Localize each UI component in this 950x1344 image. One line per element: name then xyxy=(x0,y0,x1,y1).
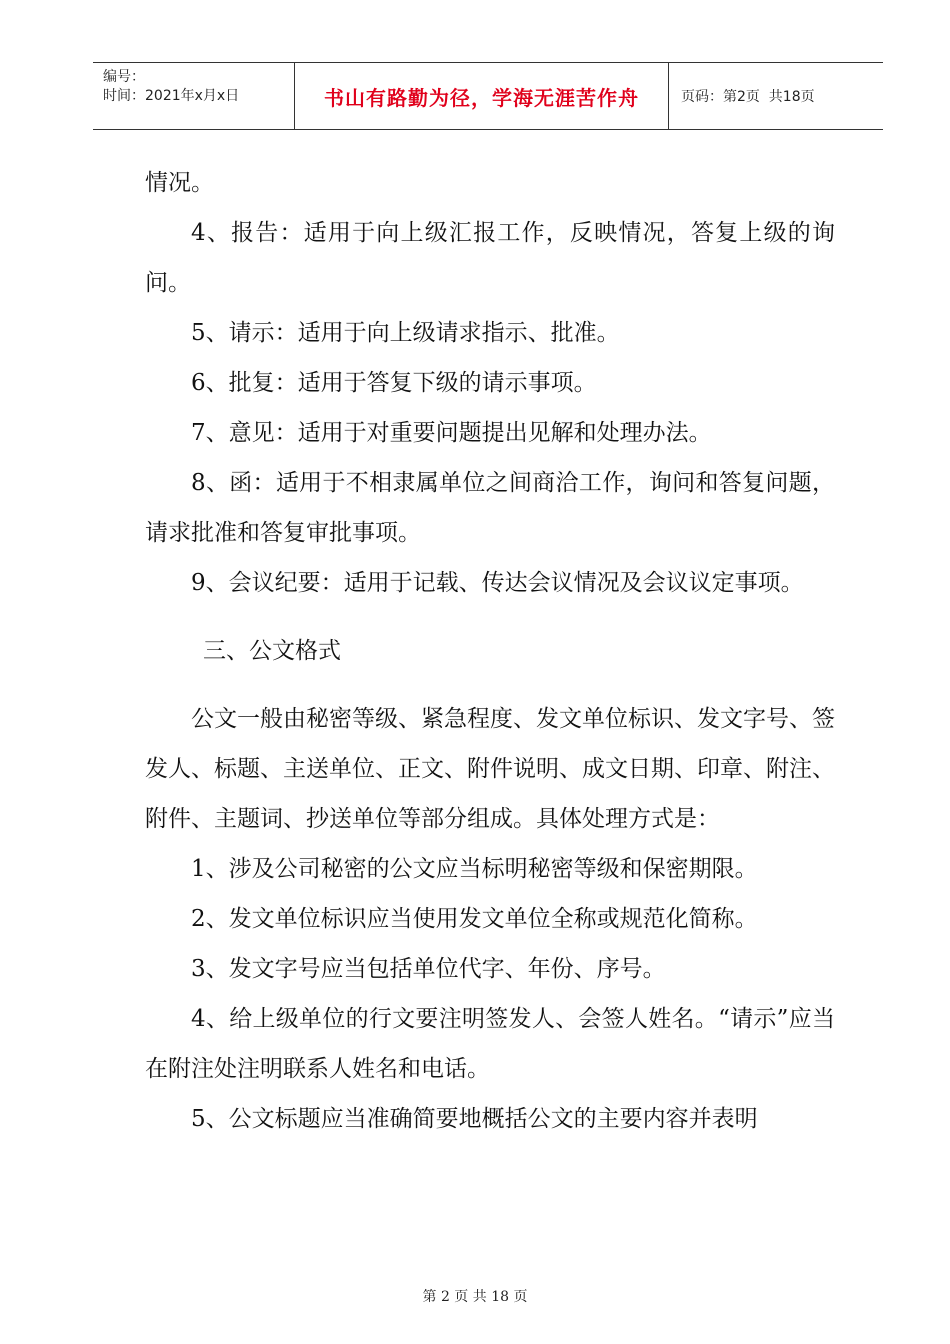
paragraph: 4、给上级单位的行文要注明签发人、会签人姓名。“请示”应当在附注处注明联系人姓名和电话。 xyxy=(145,1006,835,1082)
paragraph: 1、涉及公司秘密的公文应当标明秘密等级和保密期限。 xyxy=(191,856,758,882)
header-meta-cell xyxy=(93,63,295,129)
page-header xyxy=(93,62,883,130)
page-footer xyxy=(0,1286,950,1306)
number-label: 编号： xyxy=(103,69,145,85)
paragraph: 4、报告：适用于向上级汇报工作，反映情况，答复上级的询问。 xyxy=(145,220,835,296)
header-page-info: 页码：第2页 共18页 xyxy=(681,89,815,105)
paragraph: 情况。 xyxy=(145,170,214,196)
paragraph: 2、发文单位标识应当使用发文单位全称或规范化简称。 xyxy=(191,906,758,932)
header-page-info-cell xyxy=(669,63,883,129)
paragraph: 5、公文标题应当准确简要地概括公文的主要内容并表明 xyxy=(191,1106,758,1132)
footer-page-number: 第 2 页 共 18 页 xyxy=(422,1289,528,1305)
document-body xyxy=(145,158,835,1144)
paragraph: 9、会议纪要：适用于记载、传达会议情况及会议议定事项。 xyxy=(191,570,804,596)
paragraph: 6、批复：适用于答复下级的请示事项。 xyxy=(191,370,597,396)
header-motto: 书山有路勤为径，学海无涯苦作舟 xyxy=(295,63,669,129)
time-label: 时间：2021年x月x日 xyxy=(103,88,240,104)
paragraph: 3、发文字号应当包括单位代字、年份、序号。 xyxy=(191,956,666,982)
paragraph: 8、函：适用于不相隶属单位之间商洽工作，询问和答复问题，请求批准和答复审批事项。 xyxy=(145,470,835,546)
paragraph: 公文一般由秘密等级、紧急程度、发文单位标识、发文字号、签发人、标题、主送单位、正文、附件说明、成文日期、印章、附注、附件、主题词、抄送单位等部分组成。具体处理方式是： xyxy=(145,706,835,832)
section-heading: 三、公文格式 xyxy=(203,638,341,664)
paragraph: 7、意见：适用于对重要问题提出见解和处理办法。 xyxy=(191,420,712,446)
paragraph: 5、请示：适用于向上级请求指示、批准。 xyxy=(191,320,620,346)
